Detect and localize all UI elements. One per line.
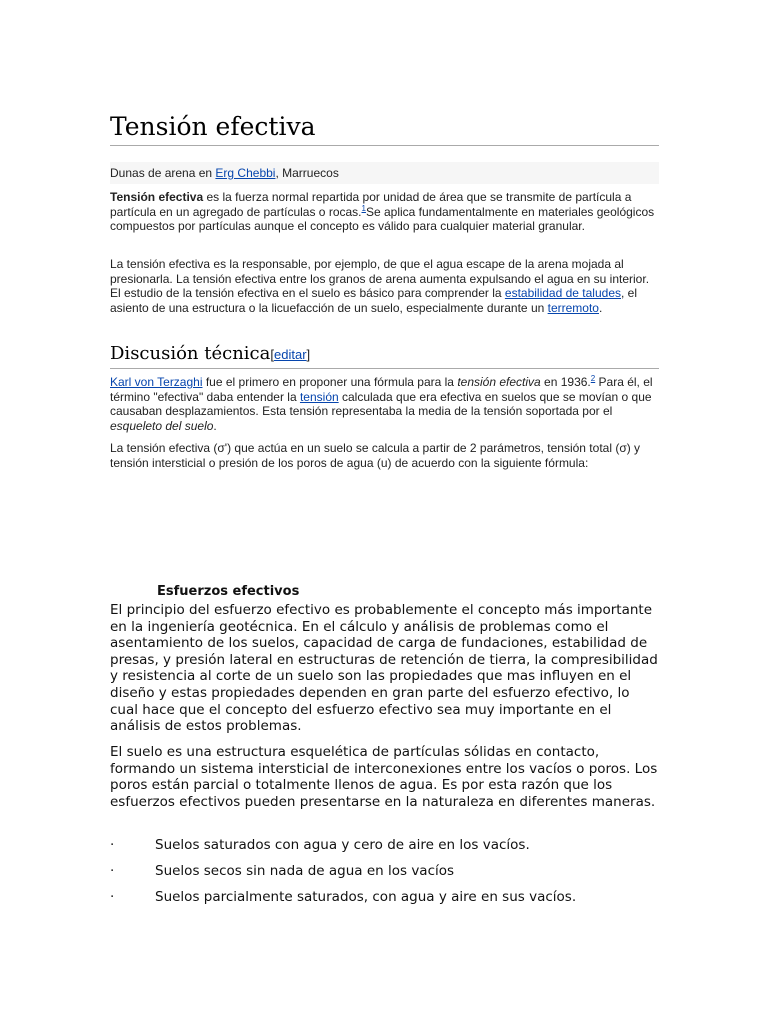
list-item [110, 888, 659, 906]
intro-paragraph [110, 190, 659, 234]
section-heading-discusion [110, 342, 659, 369]
sand-paragraph [110, 257, 659, 315]
reference-1-link[interactable]: 1 [361, 203, 366, 213]
list-item [110, 862, 659, 880]
intro-text-1: es la fuerza normal repartida por unidad de área que se transmite de partícula a partícula en un agregado de partículas o rocas. [110, 190, 632, 219]
edit-bracket-close: ] [306, 347, 311, 362]
soil-structure-paragraph: El suelo es una estructura esquelética de partículas sólidas en contacto, formando un sistema intersticial de interconexiones entre los vacíos o poros. Los poros están parcial o totalmente llenos de agua. Es por esta razón que los esfuerzos efectivos pueden presentarse en la naturaleza en diferentes maneras. [110, 744, 658, 810]
edit-section [270, 347, 310, 362]
formula-intro-paragraph: La tensión efectiva (σ') que actúa en un suelo se calcula a partir de 2 parámetros, tensión total (σ) y tensión intersticial o presión de los poros de agua (u) de acuerdo con la siguiente fórmula: [110, 441, 641, 470]
reference-2-link[interactable]: 2 [590, 374, 596, 383]
erg-chebbi-link[interactable]: Erg Chebbi [215, 166, 276, 180]
tension-link[interactable]: tensión [299, 389, 339, 404]
esfuerzos-efectivos-heading: Esfuerzos efectivos [157, 584, 300, 599]
list-item-text: Suelos saturados con agua y cero de aire en los vacíos. [155, 837, 530, 853]
intro-text-2: Se aplica fundamentalmente en materiales geológicos compuestos por partículas aunque el concepto es válido para cualquier material granular. [110, 204, 655, 233]
intro-term: Tensión efectiva [110, 190, 204, 204]
edit-bracket-open: [ [270, 347, 274, 362]
terzaghi-text-5: . [213, 418, 217, 433]
list-item-text: Suelos parcialmente saturados, con agua y aire en sus vacíos. [155, 889, 577, 905]
terzaghi-em-1: tensión efectiva [457, 375, 541, 389]
list-item-text: Suelos secos sin nada de agua en los vacíos [155, 863, 455, 879]
terzaghi-text-2: en 1936. [540, 375, 591, 389]
effective-stress-paragraph: El principio del esfuerzo efectivo es probablemente el concepto más importante en la ingeniería geotécnica. En el cálculo y análisis de problemas como el asentamiento de los suelos, capacidad de carga de fundaciones, estabilidad de presas, y presión lateral en estructuras de retención de tierra, la compresibilidad y resistencia al corte de un suelo son las propiedades que mas influyen en el diseño y estas propiedades dependen en gran parte del esfuerzo efectivo, lo cual hace que el concepto del esfuerzo efectivo sea muy importante en el análisis de estos problemas. [110, 602, 658, 735]
bullet-marker: · [110, 837, 115, 853]
terzaghi-paragraph [110, 375, 659, 433]
karl-von-terzaghi-link[interactable]: Karl von Terzaghi [110, 375, 203, 389]
caption-suffix: , Marruecos [275, 166, 339, 180]
terzaghi-text-3: Para él, el término "efectiva" daba entender la [110, 375, 653, 404]
sand-text-3: . [598, 300, 603, 315]
sand-text-1: La tensión efectiva es la responsable, por ejemplo, de que el agua escape de la arena mojada al presionarla. La tensión efectiva entre los granos de arena aumenta expulsando el agua en su interior. El estudio de la tensión efectiva en el suelo es básico para comprender la [110, 257, 650, 300]
caption-prefix: Dunas de arena en [110, 166, 216, 180]
edit-section-link[interactable]: editar [274, 347, 307, 362]
terzaghi-text-4: calculada que era efectiva en suelos que se movían o que causaban desplazamientos. Esta tensión representaba la media de la tensión soportada por el [110, 389, 652, 418]
section-title: Discusión técnica [110, 343, 271, 364]
terzaghi-em-2: esqueleto del suelo [110, 418, 214, 433]
terremoto-link[interactable]: terremoto [547, 300, 599, 315]
sand-text-2: , el asiento de una estructura o la licuefacción de un suelo, especialmente durante un [110, 286, 638, 315]
list-item [110, 836, 659, 854]
estabilidad-taludes-link[interactable]: estabilidad de taludes [504, 286, 621, 300]
image-caption [110, 162, 659, 184]
bullet-marker: · [110, 863, 115, 879]
bullet-marker: · [110, 889, 115, 905]
terzaghi-text-1: fue el primero en proponer una fórmula para la [202, 375, 458, 389]
page-title: Tensión efectiva [110, 112, 659, 146]
